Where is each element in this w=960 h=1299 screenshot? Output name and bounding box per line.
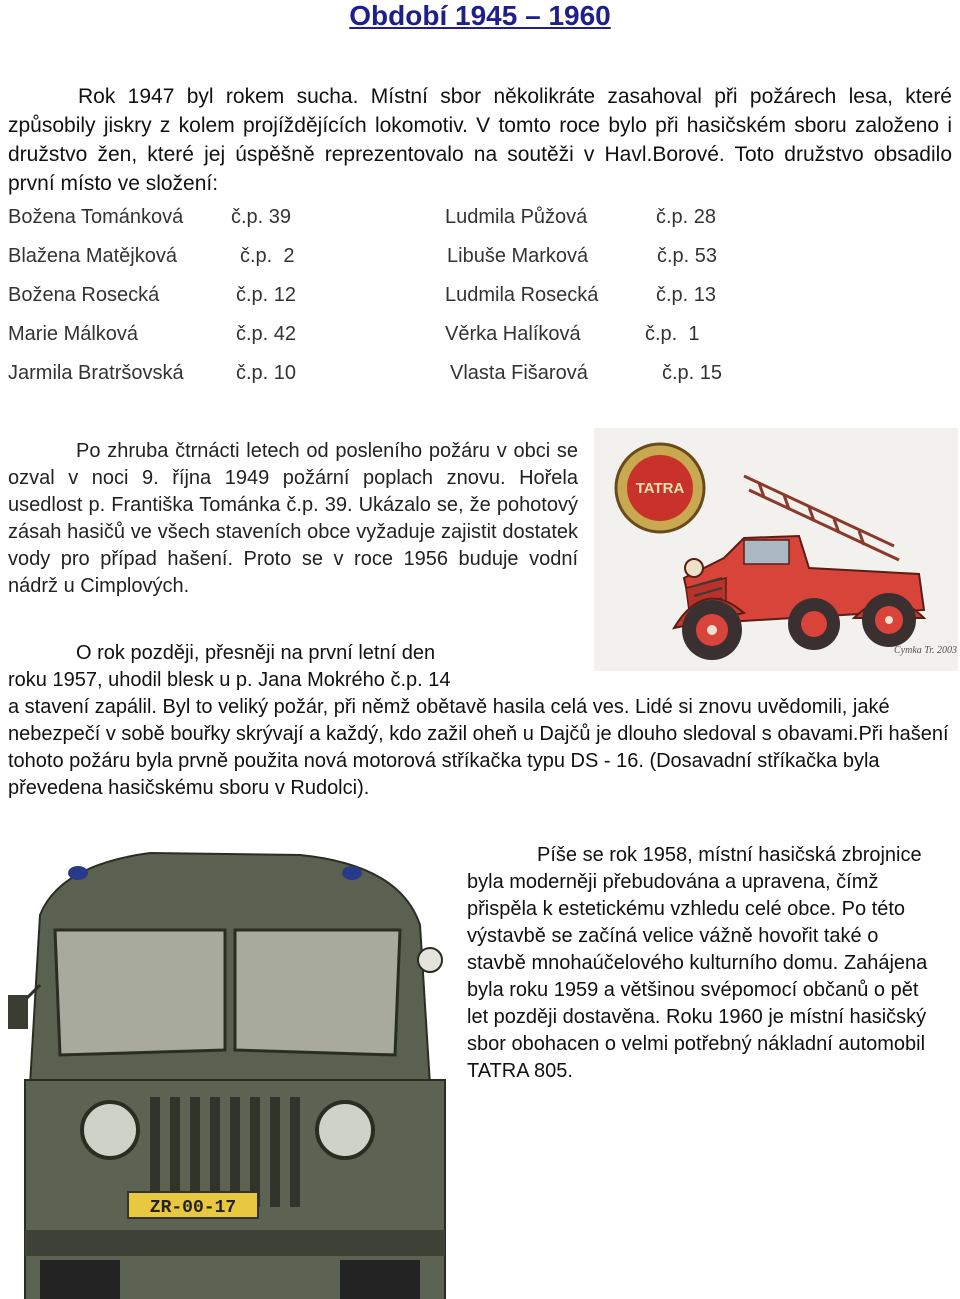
member-name: Ludmila Půžová — [445, 206, 588, 228]
member-row — [8, 321, 768, 360]
tatra-logo-icon — [616, 444, 704, 532]
paragraph-line: roku 1957, uhodil blesk u p. Jana Mokrého č.p. 14 — [8, 669, 451, 691]
paragraph-fire-1957: a stavení zapálil. Byl to veliký požár, při němž obětavě hasila celá ves. Lidé si znovu uvědomili, jaké nebezpečí v sobě bouřky skrývají a každý, kdo zažil oheň u Dajčů je dlouho sledoval s obavami.Při hašení tohoto požáru byla prvně použita nová motorová stříkačka typu DS - 16. (Dosavadní stříkačka byla převedena hasičskému sboru v Rudolci). — [8, 696, 949, 799]
tatra-fire-engine-drawing — [594, 428, 958, 671]
team-members-list — [8, 204, 768, 399]
member-address: č.p. 13 — [656, 284, 717, 306]
svg-text:TATRA: TATRA — [635, 480, 685, 497]
member-name: Božena Rosecká — [8, 284, 160, 306]
paragraph-fire-1949-text: Po zhruba čtrnácti letech od posleního požáru v obci se ozval v noci 9. října 1949 požární poplach znovu. Hořela usedlost p. Františka Tománka č.p. 39. Ukázalo se, že pohotový zásah hasičů ve všech staveních obce vyžaduje zajistit dostatek vody pro případ hašení. Proto se v roce 1956 buduje vodní nádrž u Cimplových. — [8, 440, 578, 597]
member-name: Marie Málková — [8, 323, 139, 345]
member-row — [8, 243, 768, 282]
member-address: č.p. 1 — [645, 323, 700, 345]
member-name: Božena Tománková — [8, 206, 184, 228]
member-name: Blažena Matějková — [8, 245, 177, 267]
member-row — [8, 204, 768, 243]
paragraph-fire-1949 — [8, 438, 578, 600]
intro-text: Rok 1947 byl rokem sucha. Místní sbor několikráte zasahoval při požárech lesa, které způsobily jiskry z kolem projíždějících lokomotiv. V tomto roce bylo při hasičském sboru založeno i družstvo žen, které jej úspěšně reprezentovalo na soutěži v Havl.Borové. Toto družstvo obsadilo první místo ve složení: — [8, 85, 952, 195]
member-name: Věrka Halíková — [445, 323, 581, 345]
page-title: Období 1945 – 1960 — [349, 0, 611, 31]
paragraph-line: O rok později, přesněji na první letní den — [76, 642, 436, 664]
member-name: Jarmila Bratršovská — [8, 362, 184, 384]
paragraph-1958-1960 — [467, 842, 937, 1085]
svg-text:ZR-00-17: ZR-00-17 — [149, 1198, 237, 1218]
paragraph-1958-1960-text: Píše se rok 1958, místní hasičská zbrojnice byla moderněji přebudována a upravena, čímž přispěla k estetickému vzhledu celé obce. Po této výstavbě se začíná velice vážně hovořit také o stavbě mnohaúčelového kulturního domu. Zahájena byla roku 1959 a většinou svépomocí občanů o pět let později dostavěna. Roku 1960 je místní hasičský sbor obohacen o velmi potřebný nákladní automobil TATRA 805. — [467, 844, 928, 1082]
member-row — [8, 360, 768, 399]
paragraph-fire-1957-intro — [8, 640, 568, 694]
member-address: č.p. 39 — [231, 206, 292, 228]
svg-text:Cymka Tr. 2003: Cymka Tr. 2003 — [894, 645, 958, 656]
member-name: Libuše Marková — [447, 245, 589, 267]
member-row — [8, 282, 768, 321]
member-address: č.p. 28 — [656, 206, 717, 228]
member-address: č.p. 10 — [236, 362, 297, 384]
member-address: č.p. 12 — [236, 284, 297, 306]
member-address: č.p. 2 — [240, 245, 295, 267]
beacon-light-icon — [342, 866, 362, 880]
member-name: Ludmila Rosecká — [445, 284, 599, 306]
intro-paragraph — [8, 82, 952, 198]
beacon-light-icon — [68, 866, 88, 880]
member-address: č.p. 53 — [657, 245, 718, 267]
member-address: č.p. 15 — [662, 362, 723, 384]
member-name: Vlasta Fišarová — [450, 362, 588, 384]
tatra-805-truck-photo — [0, 835, 460, 1299]
member-address: č.p. 42 — [236, 323, 297, 345]
